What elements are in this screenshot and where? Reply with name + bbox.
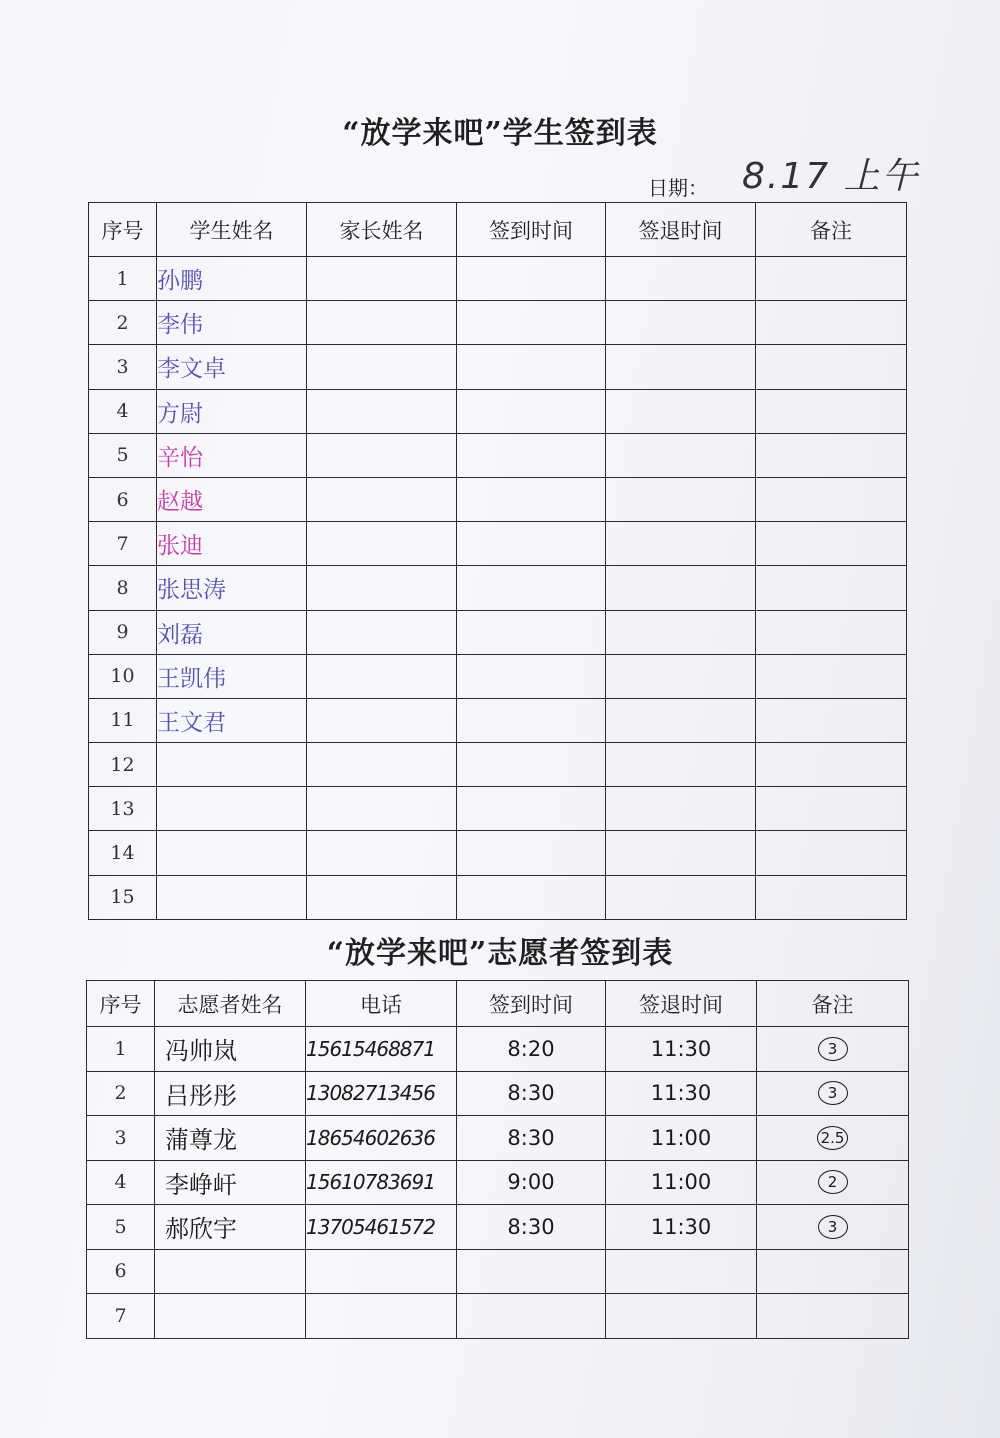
note-cell [757,1205,909,1250]
volunteer-table [86,980,909,1339]
parent-name-cell [307,743,457,787]
table-row [89,875,907,919]
hours-badge: 3 [818,1081,848,1105]
header-cell: 序号 [89,203,157,257]
hours-badge: 2.5 [817,1126,849,1150]
header-cell: 备注 [757,981,909,1027]
header-cell: 签到时间 [457,981,606,1027]
sign-out-cell [606,875,756,919]
student-name-cell: 王文君 [157,698,307,742]
sign-in-cell: 8:30 [457,1116,606,1161]
phone-cell [306,1294,457,1339]
sign-in-cell [457,345,606,389]
table-row [87,1294,909,1339]
table-row [89,787,907,831]
volunteer-name-cell: 李峥屽 [155,1160,306,1205]
row-number: 3 [89,345,157,389]
volunteer-name-cell [155,1249,306,1294]
sign-in-cell [457,787,606,831]
sign-in-cell [457,698,606,742]
sign-in-cell [457,875,606,919]
note-cell [756,566,907,610]
sign-in-cell [457,389,606,433]
header-cell: 电话 [306,981,457,1027]
sign-in-cell: 9:00 [457,1160,606,1205]
table-row [89,477,907,521]
sign-out-cell [606,566,756,610]
sign-out-cell [606,787,756,831]
sign-out-cell [606,610,756,654]
parent-name-cell [307,257,457,301]
note-cell [756,345,907,389]
phone-cell [306,1249,457,1294]
note-cell [756,389,907,433]
note-cell [757,1027,909,1072]
row-number: 6 [87,1249,155,1294]
sign-in-cell [457,433,606,477]
header-cell: 序号 [87,981,155,1027]
row-number: 15 [89,875,157,919]
table-row [89,522,907,566]
table-row [87,1071,909,1116]
student-name-cell [157,831,307,875]
sign-out-cell: 11:30 [606,1205,757,1250]
note-cell [757,1116,909,1161]
sign-out-cell [606,257,756,301]
note-cell [757,1160,909,1205]
hours-badge: 2 [818,1170,848,1194]
student-table [88,202,907,920]
note-cell [756,787,907,831]
table-row [89,831,907,875]
row-number: 2 [89,301,157,345]
sign-in-cell [457,522,606,566]
volunteer-name-cell: 吕彤彤 [155,1071,306,1116]
volunteer-header-row [87,981,909,1027]
row-number: 6 [89,477,157,521]
table-row [87,1249,909,1294]
note-cell [757,1249,909,1294]
row-number: 12 [89,743,157,787]
phone-cell: 15615468871 [306,1027,457,1072]
phone-cell: 13082713456 [306,1071,457,1116]
student-name-cell: 张思涛 [157,566,307,610]
table-row [89,433,907,477]
phone-cell: 15610783691 [306,1160,457,1205]
student-name-cell: 李伟 [157,301,307,345]
row-number: 4 [87,1160,155,1205]
header-cell: 志愿者姓名 [155,981,306,1027]
student-name-cell: 赵越 [157,477,307,521]
row-number: 7 [89,522,157,566]
note-cell [756,257,907,301]
parent-name-cell [307,698,457,742]
note-cell [756,875,907,919]
row-number: 11 [89,698,157,742]
row-number: 9 [89,610,157,654]
sign-out-cell: 11:00 [606,1116,757,1161]
sign-out-cell [606,389,756,433]
volunteer-sheet-title: “放学来吧”志愿者签到表 [326,936,674,971]
parent-name-cell [307,522,457,566]
volunteer-name-cell: 蒲尊龙 [155,1116,306,1161]
table-row [89,257,907,301]
row-number: 5 [87,1205,155,1250]
header-cell: 学生姓名 [157,203,307,257]
note-cell [756,477,907,521]
note-cell [756,301,907,345]
sign-out-cell [606,743,756,787]
table-row [89,345,907,389]
row-number: 2 [87,1071,155,1116]
sign-in-cell [457,301,606,345]
student-name-cell [157,743,307,787]
row-number: 8 [89,566,157,610]
row-number: 5 [89,433,157,477]
row-number: 14 [89,831,157,875]
sign-in-cell: 8:30 [457,1205,606,1250]
student-name-cell: 刘磊 [157,610,307,654]
phone-cell: 13705461572 [306,1205,457,1250]
row-number: 3 [87,1116,155,1161]
volunteer-name-cell: 冯帅岚 [155,1027,306,1072]
parent-name-cell [307,433,457,477]
sign-out-cell [606,345,756,389]
sign-in-cell [457,477,606,521]
student-name-cell: 方尉 [157,389,307,433]
sign-out-cell [606,1294,757,1339]
row-number: 4 [89,389,157,433]
sign-out-cell [606,301,756,345]
student-name-cell: 张迪 [157,522,307,566]
table-row [89,698,907,742]
row-number: 7 [87,1294,155,1339]
date-value: 8.17 上午 [742,156,920,197]
note-cell [756,698,907,742]
volunteer-name-cell: 郝欣宇 [155,1205,306,1250]
header-cell: 家长姓名 [307,203,457,257]
sign-out-cell [606,522,756,566]
note-cell [756,433,907,477]
note-cell [756,743,907,787]
table-row [89,566,907,610]
table-row [87,1116,909,1161]
row-number: 1 [87,1027,155,1072]
table-row [87,1160,909,1205]
table-row [89,743,907,787]
table-row [89,654,907,698]
parent-name-cell [307,477,457,521]
table-row [89,301,907,345]
table-row [89,610,907,654]
parent-name-cell [307,787,457,831]
date-label: 日期： [648,176,708,200]
note-cell [756,522,907,566]
sign-out-cell [606,698,756,742]
parent-name-cell [307,301,457,345]
sign-in-cell [457,566,606,610]
sign-in-cell [457,1249,606,1294]
note-cell [757,1294,909,1339]
student-name-cell [157,787,307,831]
note-cell [756,654,907,698]
student-name-cell [157,875,307,919]
header-cell: 签退时间 [606,203,756,257]
sign-in-cell [457,610,606,654]
sign-in-cell: 8:20 [457,1027,606,1072]
sign-in-cell [457,743,606,787]
parent-name-cell [307,654,457,698]
sign-in-cell [457,1294,606,1339]
student-header-row [89,203,907,257]
parent-name-cell [307,566,457,610]
row-number: 10 [89,654,157,698]
parent-name-cell [307,389,457,433]
sign-in-cell [457,831,606,875]
row-number: 13 [89,787,157,831]
sign-in-cell [457,257,606,301]
student-name-cell: 孙鹏 [157,257,307,301]
parent-name-cell [307,610,457,654]
sign-out-cell: 11:30 [606,1071,757,1116]
student-name-cell: 王凯伟 [157,654,307,698]
sign-out-cell [606,477,756,521]
note-cell [756,831,907,875]
parent-name-cell [307,875,457,919]
sign-out-cell [606,1249,757,1294]
hours-badge: 3 [818,1037,848,1061]
student-name-cell: 李文卓 [157,345,307,389]
sign-out-cell [606,433,756,477]
parent-name-cell [307,345,457,389]
table-row [89,389,907,433]
header-cell: 签到时间 [457,203,606,257]
sign-out-cell [606,654,756,698]
header-cell: 备注 [756,203,907,257]
header-cell: 签退时间 [606,981,757,1027]
sign-out-cell: 11:00 [606,1160,757,1205]
student-name-cell: 辛怡 [157,433,307,477]
sign-in-cell [457,654,606,698]
hours-badge: 3 [818,1215,848,1239]
student-sheet-title: “放学来吧”学生签到表 [342,116,658,151]
note-cell [756,610,907,654]
sign-out-cell: 11:30 [606,1027,757,1072]
sign-in-cell: 8:30 [457,1071,606,1116]
volunteer-name-cell [155,1294,306,1339]
note-cell [757,1071,909,1116]
table-row [87,1027,909,1072]
sign-out-cell [606,831,756,875]
row-number: 1 [89,257,157,301]
parent-name-cell [307,831,457,875]
phone-cell: 18654602636 [306,1116,457,1161]
table-row [87,1205,909,1250]
